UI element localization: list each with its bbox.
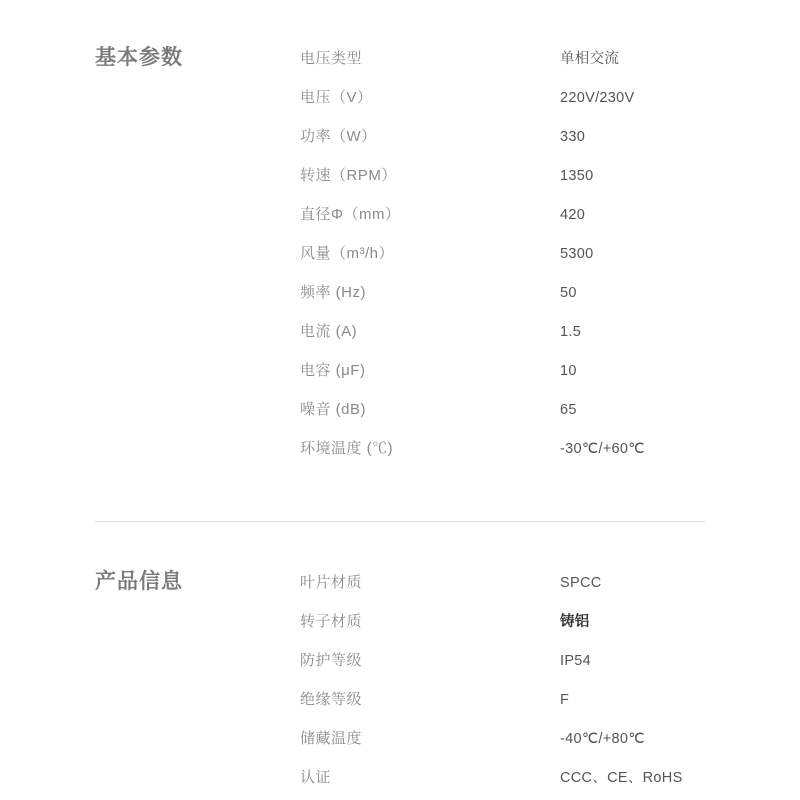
section-title-product-information: 产品信息 [95, 570, 183, 593]
spec-label: 功率（W） [300, 128, 377, 145]
spec-label: 电流 (A) [300, 323, 358, 340]
spec-value: IP54 [560, 653, 592, 669]
spec-value: 330 [560, 129, 586, 145]
spec-row [300, 78, 760, 117]
spec-label: 转速（RPM） [300, 167, 397, 184]
spec-label: 转子材质 [300, 613, 363, 630]
spec-row [300, 563, 760, 602]
spec-value: 50 [560, 285, 577, 301]
spec-row [300, 602, 760, 641]
spec-label: 电容 (μF) [300, 362, 366, 379]
spec-value: 420 [560, 207, 586, 223]
spec-value: SPCC [560, 575, 602, 591]
spec-row [300, 156, 760, 195]
spec-list-basic-parameters [300, 39, 760, 468]
spec-value: 220V/230V [560, 90, 635, 106]
spec-value: 单相交流 [560, 51, 620, 67]
spec-row [300, 758, 760, 797]
spec-value: -40℃/+80℃ [560, 731, 645, 747]
spec-label: 认证 [300, 769, 332, 786]
spec-row [300, 234, 760, 273]
spec-label: 防护等级 [300, 652, 363, 669]
spec-label: 电压类型 [300, 50, 363, 67]
spec-row [300, 429, 760, 468]
spec-row [300, 273, 760, 312]
spec-list-product-information [300, 563, 760, 797]
spec-label: 电压（V） [300, 89, 373, 106]
spec-value: 铸铝 [560, 614, 590, 630]
spec-row [300, 351, 760, 390]
spec-row [300, 39, 760, 78]
spec-value: 10 [560, 363, 577, 379]
spec-row [300, 680, 760, 719]
spec-value: F [560, 692, 570, 708]
spec-label: 绝缘等级 [300, 691, 363, 708]
section-divider [95, 521, 705, 522]
spec-label: 环境温度 (℃) [300, 440, 394, 457]
spec-value: 5300 [560, 246, 594, 262]
spec-label: 噪音 (dB) [300, 401, 367, 418]
section-title-basic-parameters: 基本参数 [95, 46, 183, 69]
spec-label: 叶片材质 [300, 574, 363, 591]
spec-row [300, 641, 760, 680]
spec-row [300, 719, 760, 758]
spec-value: -30℃/+60℃ [560, 441, 645, 457]
spec-row [300, 312, 760, 351]
spec-label: 风量（m³/h） [300, 245, 395, 262]
spec-value: 65 [560, 402, 577, 418]
spec-row [300, 117, 760, 156]
spec-row [300, 195, 760, 234]
spec-label: 储藏温度 [300, 730, 363, 747]
spec-value: CCC、CE、RoHS [560, 770, 683, 786]
spec-row [300, 390, 760, 429]
spec-value: 1350 [560, 168, 594, 184]
spec-value: 1.5 [560, 324, 582, 340]
spec-label: 频率 (Hz) [300, 284, 366, 301]
spec-label: 直径Φ（mm） [300, 206, 401, 223]
